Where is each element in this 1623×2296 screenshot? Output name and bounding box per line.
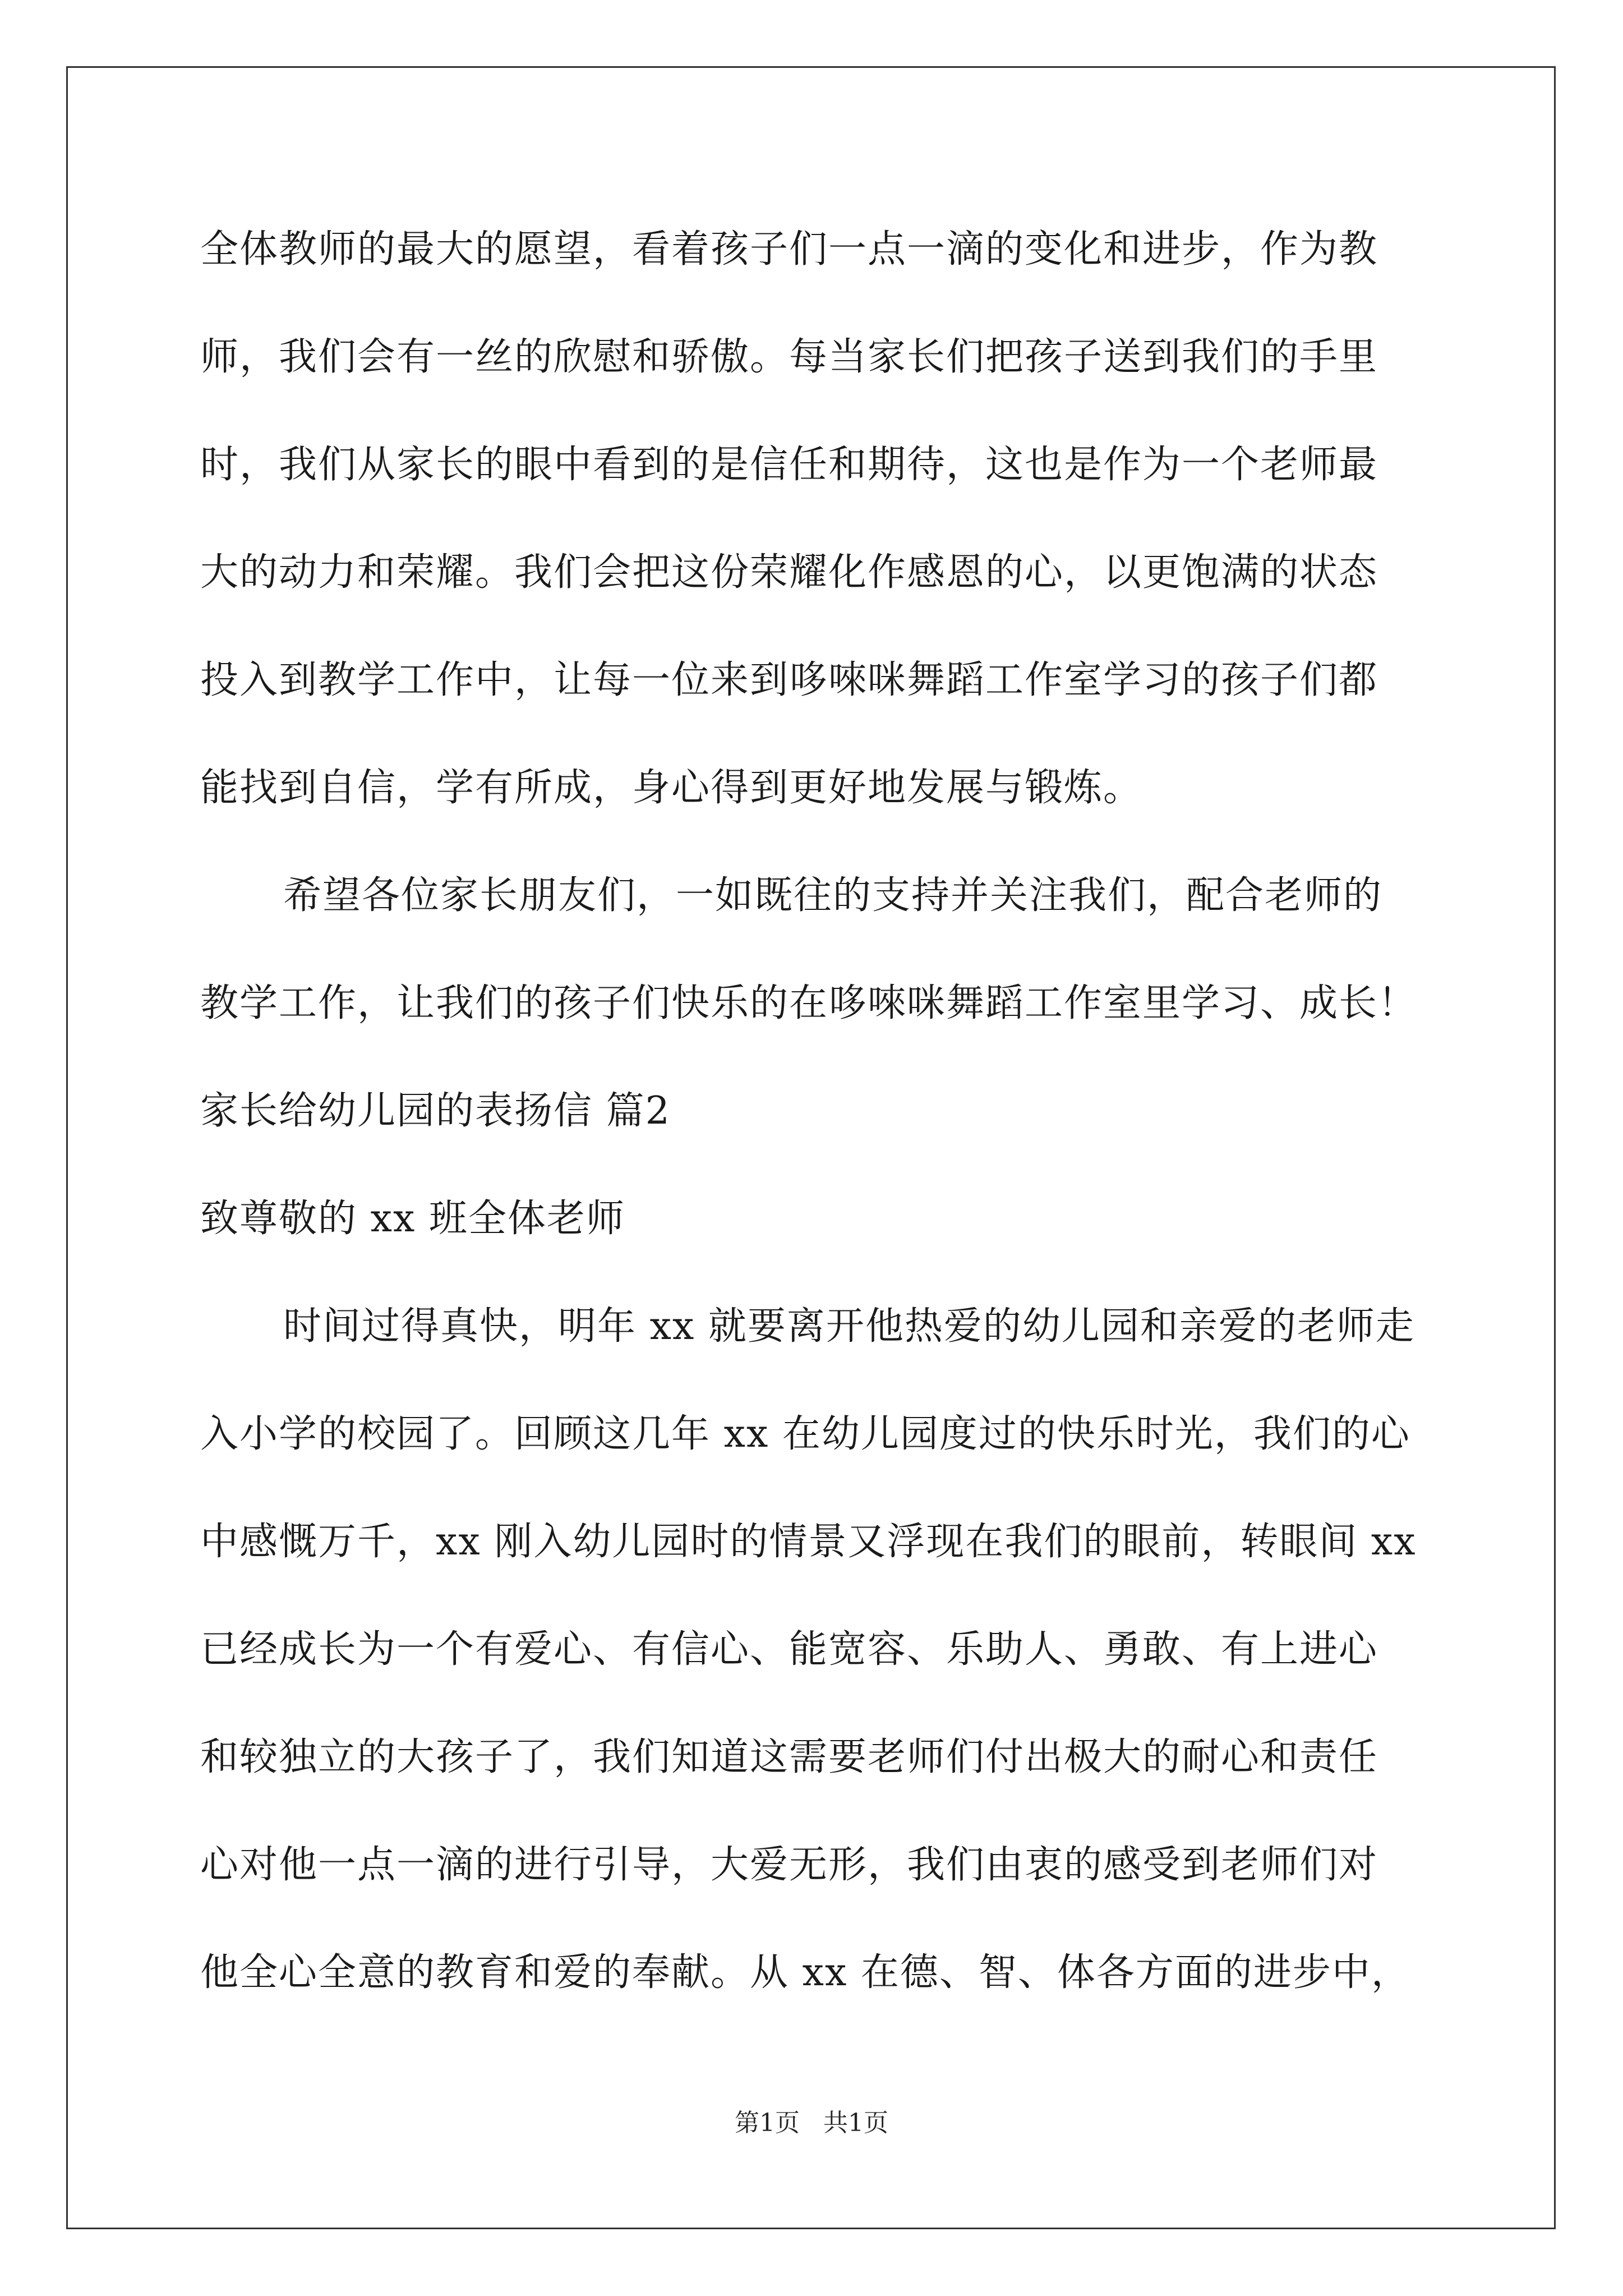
paragraph-start-line: 希望各位家长朋友们，一如既往的支持并关注我们，配合老师的 — [283, 873, 1383, 918]
body-line: 已经成长为一个有爱心、有信心、能宽容、乐助人、勇敢、有上进心 — [200, 1627, 1378, 1672]
section-heading: 家长给幼儿园的表扬信 篇2 — [200, 1089, 671, 1133]
body-line: 时，我们从家长的眼中看到的是信任和期待，这也是作为一个老师最 — [200, 443, 1378, 487]
body-line: 和较独立的大孩子了，我们知道这需要老师们付出极大的耐心和责任 — [200, 1735, 1378, 1779]
page-footer: 第1页 共1页 — [735, 2109, 888, 2137]
body-line: 师，我们会有一丝的欣慰和骄傲。每当家长们把孩子送到我们的手里 — [200, 335, 1378, 379]
body-line: 能找到自信，学有所成，身心得到更好地发展与锻炼。 — [200, 766, 1143, 810]
body-line: 心对他一点一滴的进行引导，大爱无形，我们由衷的感受到老师们对 — [200, 1843, 1378, 1887]
body-line: 全体教师的最大的愿望，看着孩子们一点一滴的变化和进步，作为教 — [200, 227, 1378, 272]
body-line: 他全心全意的教育和爱的奉献。从 xx 在德、智、体各方面的进步中， — [200, 1950, 1410, 1995]
body-line: 大的动力和荣耀。我们会把这份荣耀化作感恩的心，以更饱满的状态 — [200, 550, 1378, 595]
paragraph-start-line: 时间过得真快，明年 xx 就要离开他热爱的幼儿园和亲爱的老师走 — [283, 1304, 1415, 1349]
document-body — [200, 216, 1440, 2047]
body-line: 投入到教学工作中，让每一位来到哆唻咪舞蹈工作室学习的孩子们都 — [200, 658, 1378, 702]
body-line: 教学工作，让我们的孩子们快乐的在哆唻咪舞蹈工作室里学习、成长！ — [200, 981, 1418, 1025]
body-line: 中感慨万千，xx 刚入幼儿园时的情景又浮现在我们的眼前，转眼间 xx — [200, 1520, 1417, 1564]
body-line: 入小学的校园了。回顾这几年 xx 在幼儿园度过的快乐时光，我们的心 — [200, 1412, 1410, 1456]
salutation-line: 致尊敬的 xx 班全体老师 — [200, 1197, 625, 1241]
